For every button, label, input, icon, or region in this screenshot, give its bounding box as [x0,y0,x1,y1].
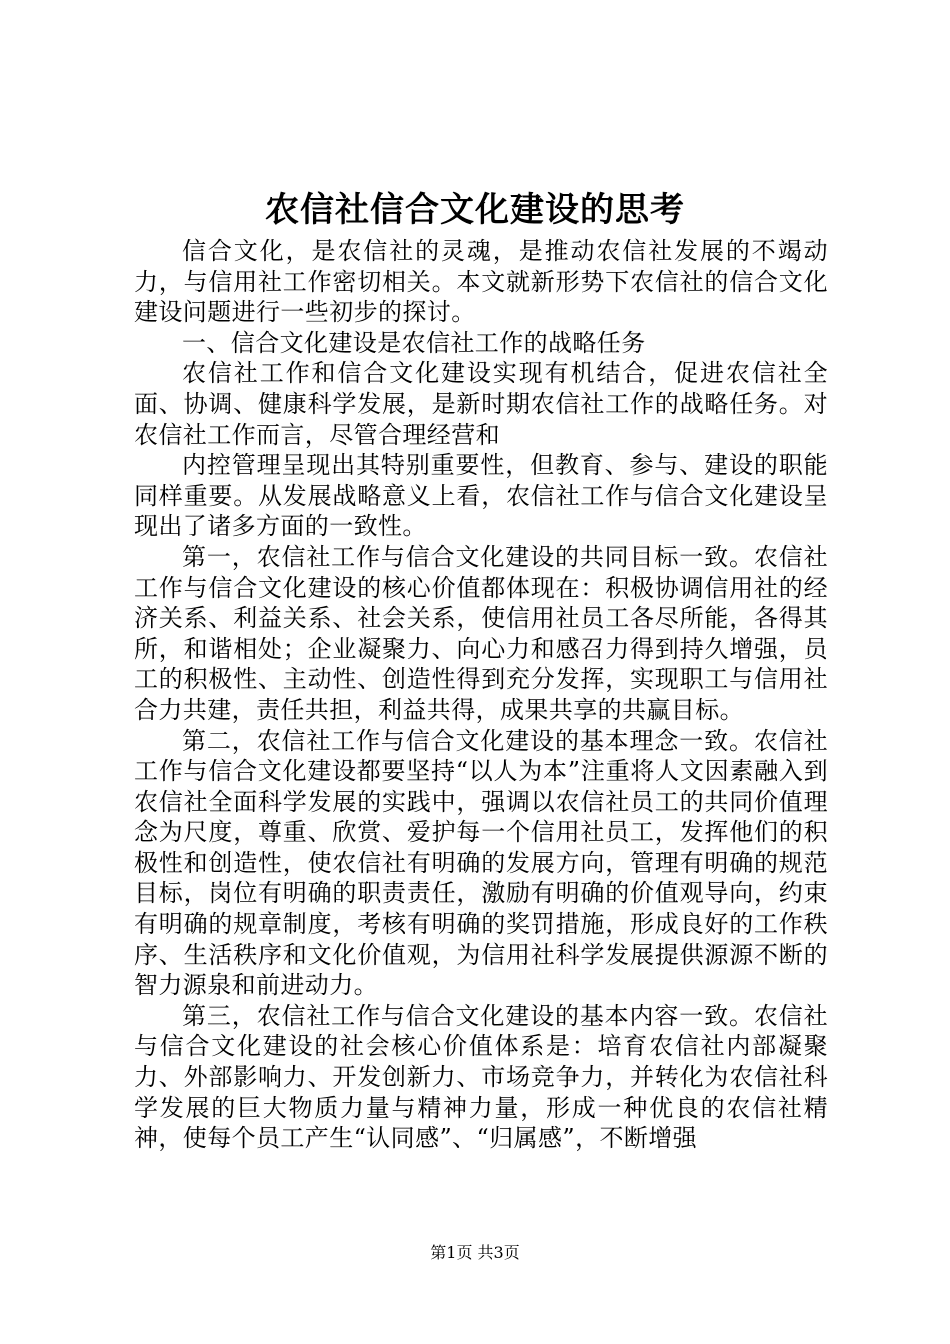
paragraph-point-3: 第三，农信社工作与信合文化建设的基本内容一致。农信社与信合文化建设的社会核心价值体系是：培育农信社内部凝聚力、外部影响力、开发创新力、市场竞争力，并转化为农信社科学发展的巨大物质力量与精神力量，形成一种优良的农信社精神，使每个员工产生“认同感”、“归属感”，不断增强 [134,1001,828,1153]
document-body [134,236,828,1154]
paragraph-point-2: 第二，农信社工作与信合文化建设的基本理念一致。农信社工作与信合文化建设都要坚持“以人为本”注重将人文因素融入到农信社全面科学发展的实践中，强调以农信社员工的共同价值理念为尺度，尊重、欣赏、爱护每一个信用社员工，发挥他们的积极性和创造性，使农信社有明确的发展方向，管理有明确的规范目标，岗位有明确的职责责任，激励有明确的价值观导向，约束有明确的规章制度，考核有明确的奖罚措施，形成良好的工作秩序、生活秩序和文化价值观，为信用社科学发展提供源源不断的智力源泉和前进动力。 [134,726,828,1000]
section-heading-1: 一、信合文化建设是农信社工作的战略任务 [182,328,646,357]
paragraph-strategy: 农信社工作和信合文化建设实现有机结合，促进农信社全面、协调、健康科学发展，是新时期农信社工作的战略任务。对农信社工作而言，尽管合理经营和 [134,359,828,449]
paragraph-point-1: 第一，农信社工作与信合文化建设的共同目标一致。农信社工作与信合文化建设的核心价值都体现在：积极协调信用社的经济关系、利益关系、社会关系，使信用社员工各尽所能，各得其所，和谐相处；企业凝聚力、向心力和感召力得到持久增强，员工的积极性、主动性、创造性得到充分发挥，实现职工与信用社合力共建，责任共担，利益共得，成果共享的共赢目标。 [134,542,828,724]
page-footer: 第1页 共3页 [430,1243,520,1262]
paragraph-internal-control: 内控管理呈现出其特别重要性，但教育、参与、建设的职能同样重要。从发展战略意义上看，农信社工作与信合文化建设呈现出了诸多方面的一致性。 [134,451,828,541]
paragraph-intro: 信合文化，是农信社的灵魂，是推动农信社发展的不竭动力，与信用社工作密切相关。本文就新形势下农信社的信合文化建设问题进行一些初步的探讨。 [134,237,828,327]
document-title: 农信社信合文化建设的思考 [265,190,685,230]
